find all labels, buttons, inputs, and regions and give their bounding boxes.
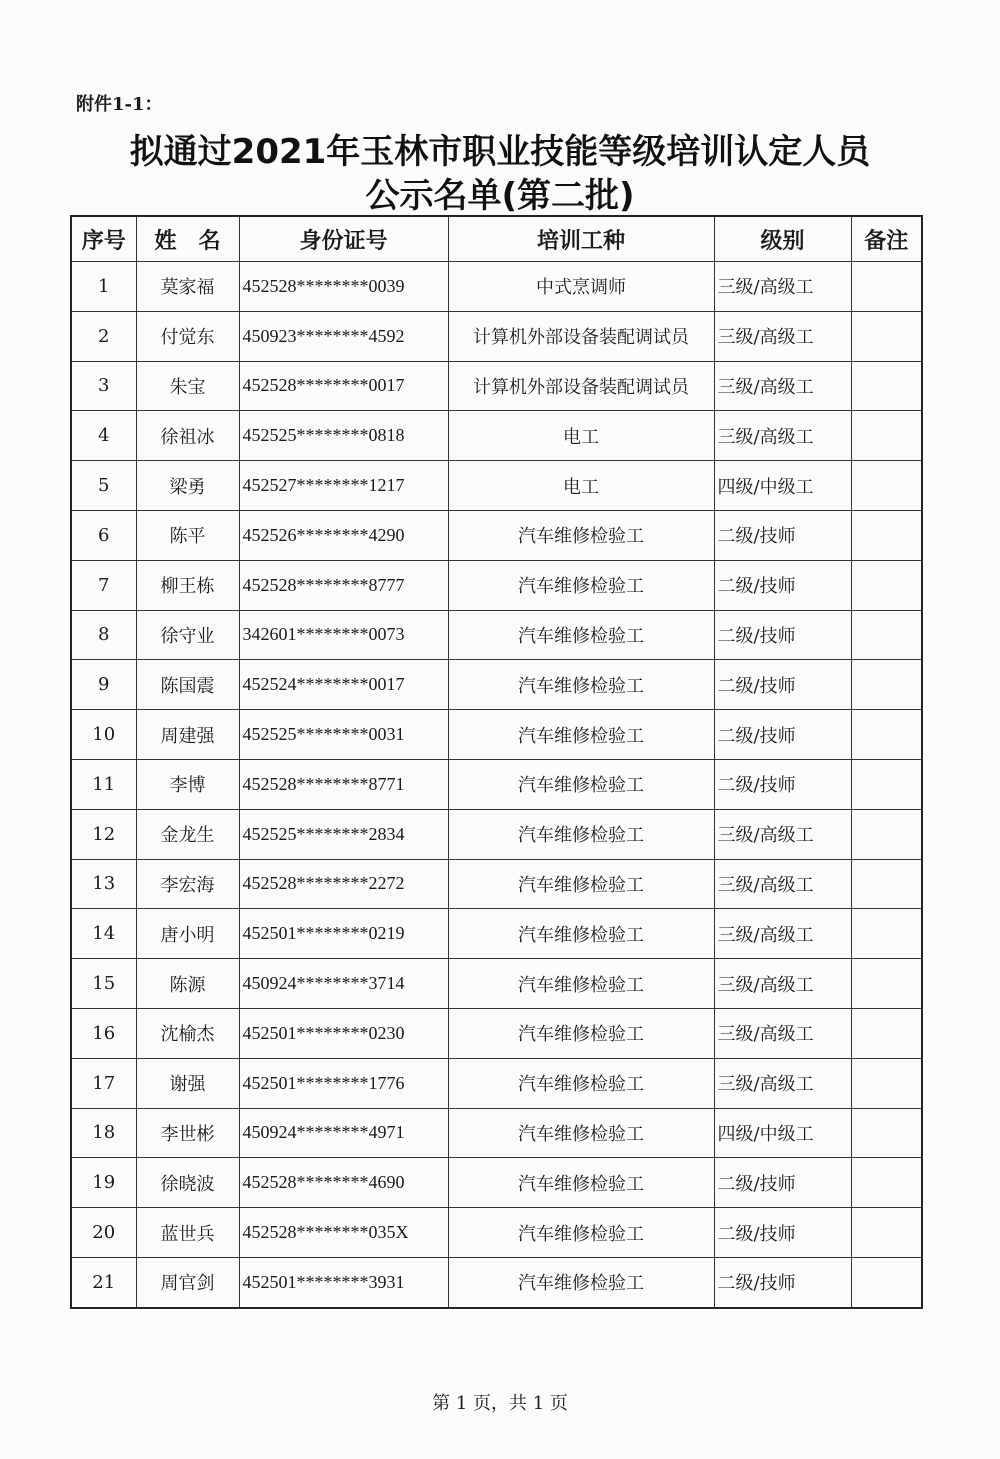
table-row: [71, 759, 922, 809]
cell-trade: 汽车维修检验工: [448, 660, 714, 710]
cell-no: 5: [71, 461, 136, 511]
cell-trade: 汽车维修检验工: [448, 759, 714, 809]
table-row: [71, 262, 922, 312]
cell-no: 17: [71, 1058, 136, 1108]
cell-trade: 汽车维修检验工: [448, 909, 714, 959]
cell-level: 二级/技师: [714, 710, 851, 760]
cell-remark: [851, 311, 922, 361]
cell-trade: 汽车维修检验工: [448, 610, 714, 660]
cell-id-number: 450923********4592: [239, 311, 448, 361]
cell-id-number: 450924********3714: [239, 959, 448, 1009]
cell-name: 蓝世兵: [136, 1208, 239, 1258]
cell-name: 李宏海: [136, 859, 239, 909]
cell-name: 梁勇: [136, 461, 239, 511]
cell-name: 徐晓波: [136, 1158, 239, 1208]
cell-level: 四级/中级工: [714, 461, 851, 511]
cell-remark: [851, 859, 922, 909]
cell-id-number: 452528********0039: [239, 262, 448, 312]
cell-no: 13: [71, 859, 136, 909]
cell-name: 徐守业: [136, 610, 239, 660]
header-no: 序号: [71, 216, 136, 262]
cell-level: 二级/技师: [714, 1257, 851, 1307]
table-row: [71, 1108, 922, 1158]
cell-no: 12: [71, 809, 136, 859]
cell-level: 三级/高级工: [714, 859, 851, 909]
table-row: [71, 461, 922, 511]
cell-id-number: 452528********2272: [239, 859, 448, 909]
cell-name: 徐祖冰: [136, 411, 239, 461]
attachment-label: 附件1-1：: [76, 94, 163, 115]
cell-id-number: 452525********0818: [239, 411, 448, 461]
cell-no: 4: [71, 411, 136, 461]
cell-remark: [851, 1058, 922, 1108]
cell-name: 李博: [136, 759, 239, 809]
cell-remark: [851, 1208, 922, 1258]
header-remark: 备注: [851, 216, 922, 262]
cell-id-number: 452525********0031: [239, 710, 448, 760]
table-header-row: [71, 216, 922, 262]
cell-remark: [851, 560, 922, 610]
table-row: [71, 411, 922, 461]
cell-trade: 汽车维修检验工: [448, 1108, 714, 1158]
cell-trade: 汽车维修检验工: [448, 1008, 714, 1058]
cell-id-number: 452528********4690: [239, 1158, 448, 1208]
cell-id-number: 452526********4290: [239, 510, 448, 560]
cell-trade: 汽车维修检验工: [448, 1257, 714, 1307]
cell-trade: 汽车维修检验工: [448, 959, 714, 1009]
cell-level: 二级/技师: [714, 1208, 851, 1258]
cell-no: 1: [71, 262, 136, 312]
table-row: [71, 1257, 922, 1307]
table-row: [71, 859, 922, 909]
cell-level: 四级/中级工: [714, 1108, 851, 1158]
cell-name: 柳王栋: [136, 560, 239, 610]
cell-id-number: 452501********0219: [239, 909, 448, 959]
cell-trade: 汽车维修检验工: [448, 1158, 714, 1208]
cell-remark: [851, 510, 922, 560]
cell-id-number: 452528********035X: [239, 1208, 448, 1258]
cell-remark: [851, 1008, 922, 1058]
cell-remark: [851, 809, 922, 859]
table-row: [71, 1008, 922, 1058]
cell-level: 三级/高级工: [714, 361, 851, 411]
table-row: [71, 560, 922, 610]
cell-level: 二级/技师: [714, 510, 851, 560]
cell-id-number: 452501********0230: [239, 1008, 448, 1058]
table-row: [71, 1058, 922, 1108]
cell-id-number: 452528********8777: [239, 560, 448, 610]
cell-no: 9: [71, 660, 136, 710]
cell-level: 三级/高级工: [714, 311, 851, 361]
cell-name: 谢强: [136, 1058, 239, 1108]
page-footer: 第 1 页，共 1 页: [432, 1393, 568, 1414]
header-level: 级别: [714, 216, 851, 262]
cell-remark: [851, 610, 922, 660]
table-row: [71, 710, 922, 760]
cell-level: 二级/技师: [714, 560, 851, 610]
table-row: [71, 1208, 922, 1258]
cell-no: 2: [71, 311, 136, 361]
cell-trade: 汽车维修检验工: [448, 710, 714, 760]
cell-remark: [851, 660, 922, 710]
roster-table: [70, 215, 923, 1309]
cell-name: 陈平: [136, 510, 239, 560]
cell-remark: [851, 361, 922, 411]
cell-remark: [851, 411, 922, 461]
table-row: [71, 610, 922, 660]
cell-level: 三级/高级工: [714, 411, 851, 461]
cell-no: 19: [71, 1158, 136, 1208]
table-row: [71, 660, 922, 710]
cell-trade: 汽车维修检验工: [448, 809, 714, 859]
cell-no: 16: [71, 1008, 136, 1058]
cell-trade: 汽车维修检验工: [448, 1208, 714, 1258]
cell-trade: 汽车维修检验工: [448, 560, 714, 610]
cell-remark: [851, 710, 922, 760]
cell-trade: 计算机外部设备装配调试员: [448, 361, 714, 411]
cell-no: 18: [71, 1108, 136, 1158]
cell-name: 沈榆杰: [136, 1008, 239, 1058]
cell-no: 11: [71, 759, 136, 809]
cell-level: 三级/高级工: [714, 959, 851, 1009]
cell-trade: 汽车维修检验工: [448, 510, 714, 560]
cell-level: 二级/技师: [714, 610, 851, 660]
cell-no: 3: [71, 361, 136, 411]
table-body: [71, 262, 922, 1308]
cell-name: 陈国震: [136, 660, 239, 710]
cell-no: 6: [71, 510, 136, 560]
cell-trade: 计算机外部设备装配调试员: [448, 311, 714, 361]
cell-level: 三级/高级工: [714, 1008, 851, 1058]
document-title: 拟通过2021年玉林市职业技能等级培训认定人员: [129, 132, 871, 172]
table-row: [71, 1158, 922, 1208]
cell-no: 20: [71, 1208, 136, 1258]
cell-level: 二级/技师: [714, 759, 851, 809]
cell-no: 14: [71, 909, 136, 959]
cell-trade: 中式烹调师: [448, 262, 714, 312]
cell-id-number: 452524********0017: [239, 660, 448, 710]
cell-no: 15: [71, 959, 136, 1009]
header-trade: 培训工种: [448, 216, 714, 262]
header-name: 姓 名: [136, 216, 239, 262]
table-row: [71, 311, 922, 361]
cell-id-number: 452528********0017: [239, 361, 448, 411]
cell-id-number: 452501********1776: [239, 1058, 448, 1108]
cell-id-number: 342601********0073: [239, 610, 448, 660]
cell-remark: [851, 262, 922, 312]
cell-no: 8: [71, 610, 136, 660]
cell-level: 三级/高级工: [714, 262, 851, 312]
cell-name: 付觉东: [136, 311, 239, 361]
cell-id-number: 452501********3931: [239, 1257, 448, 1307]
cell-level: 三级/高级工: [714, 1058, 851, 1108]
cell-name: 李世彬: [136, 1108, 239, 1158]
cell-trade: 汽车维修检验工: [448, 1058, 714, 1108]
cell-remark: [851, 959, 922, 1009]
table-row: [71, 809, 922, 859]
cell-name: 金龙生: [136, 809, 239, 859]
cell-name: 唐小明: [136, 909, 239, 959]
cell-remark: [851, 1108, 922, 1158]
cell-no: 7: [71, 560, 136, 610]
cell-id-number: 450924********4971: [239, 1108, 448, 1158]
cell-remark: [851, 759, 922, 809]
cell-name: 陈源: [136, 959, 239, 1009]
cell-id-number: 452525********2834: [239, 809, 448, 859]
cell-trade: 电工: [448, 411, 714, 461]
cell-name: 莫家福: [136, 262, 239, 312]
cell-no: 10: [71, 710, 136, 760]
cell-name: 朱宝: [136, 361, 239, 411]
cell-remark: [851, 909, 922, 959]
cell-id-number: 452527********1217: [239, 461, 448, 511]
cell-level: 二级/技师: [714, 660, 851, 710]
cell-trade: 汽车维修检验工: [448, 859, 714, 909]
cell-level: 三级/高级工: [714, 809, 851, 859]
cell-name: 周建强: [136, 710, 239, 760]
cell-name: 周官剑: [136, 1257, 239, 1307]
cell-remark: [851, 1257, 922, 1307]
cell-remark: [851, 461, 922, 511]
table-row: [71, 909, 922, 959]
cell-level: 三级/高级工: [714, 909, 851, 959]
cell-trade: 电工: [448, 461, 714, 511]
table-row: [71, 959, 922, 1009]
header-id: 身份证号: [239, 216, 448, 262]
cell-remark: [851, 1158, 922, 1208]
table-row: [71, 510, 922, 560]
cell-level: 二级/技师: [714, 1158, 851, 1208]
cell-id-number: 452528********8771: [239, 759, 448, 809]
document-subtitle: 公示名单(第二批): [365, 176, 635, 216]
table-row: [71, 361, 922, 411]
cell-no: 21: [71, 1257, 136, 1307]
